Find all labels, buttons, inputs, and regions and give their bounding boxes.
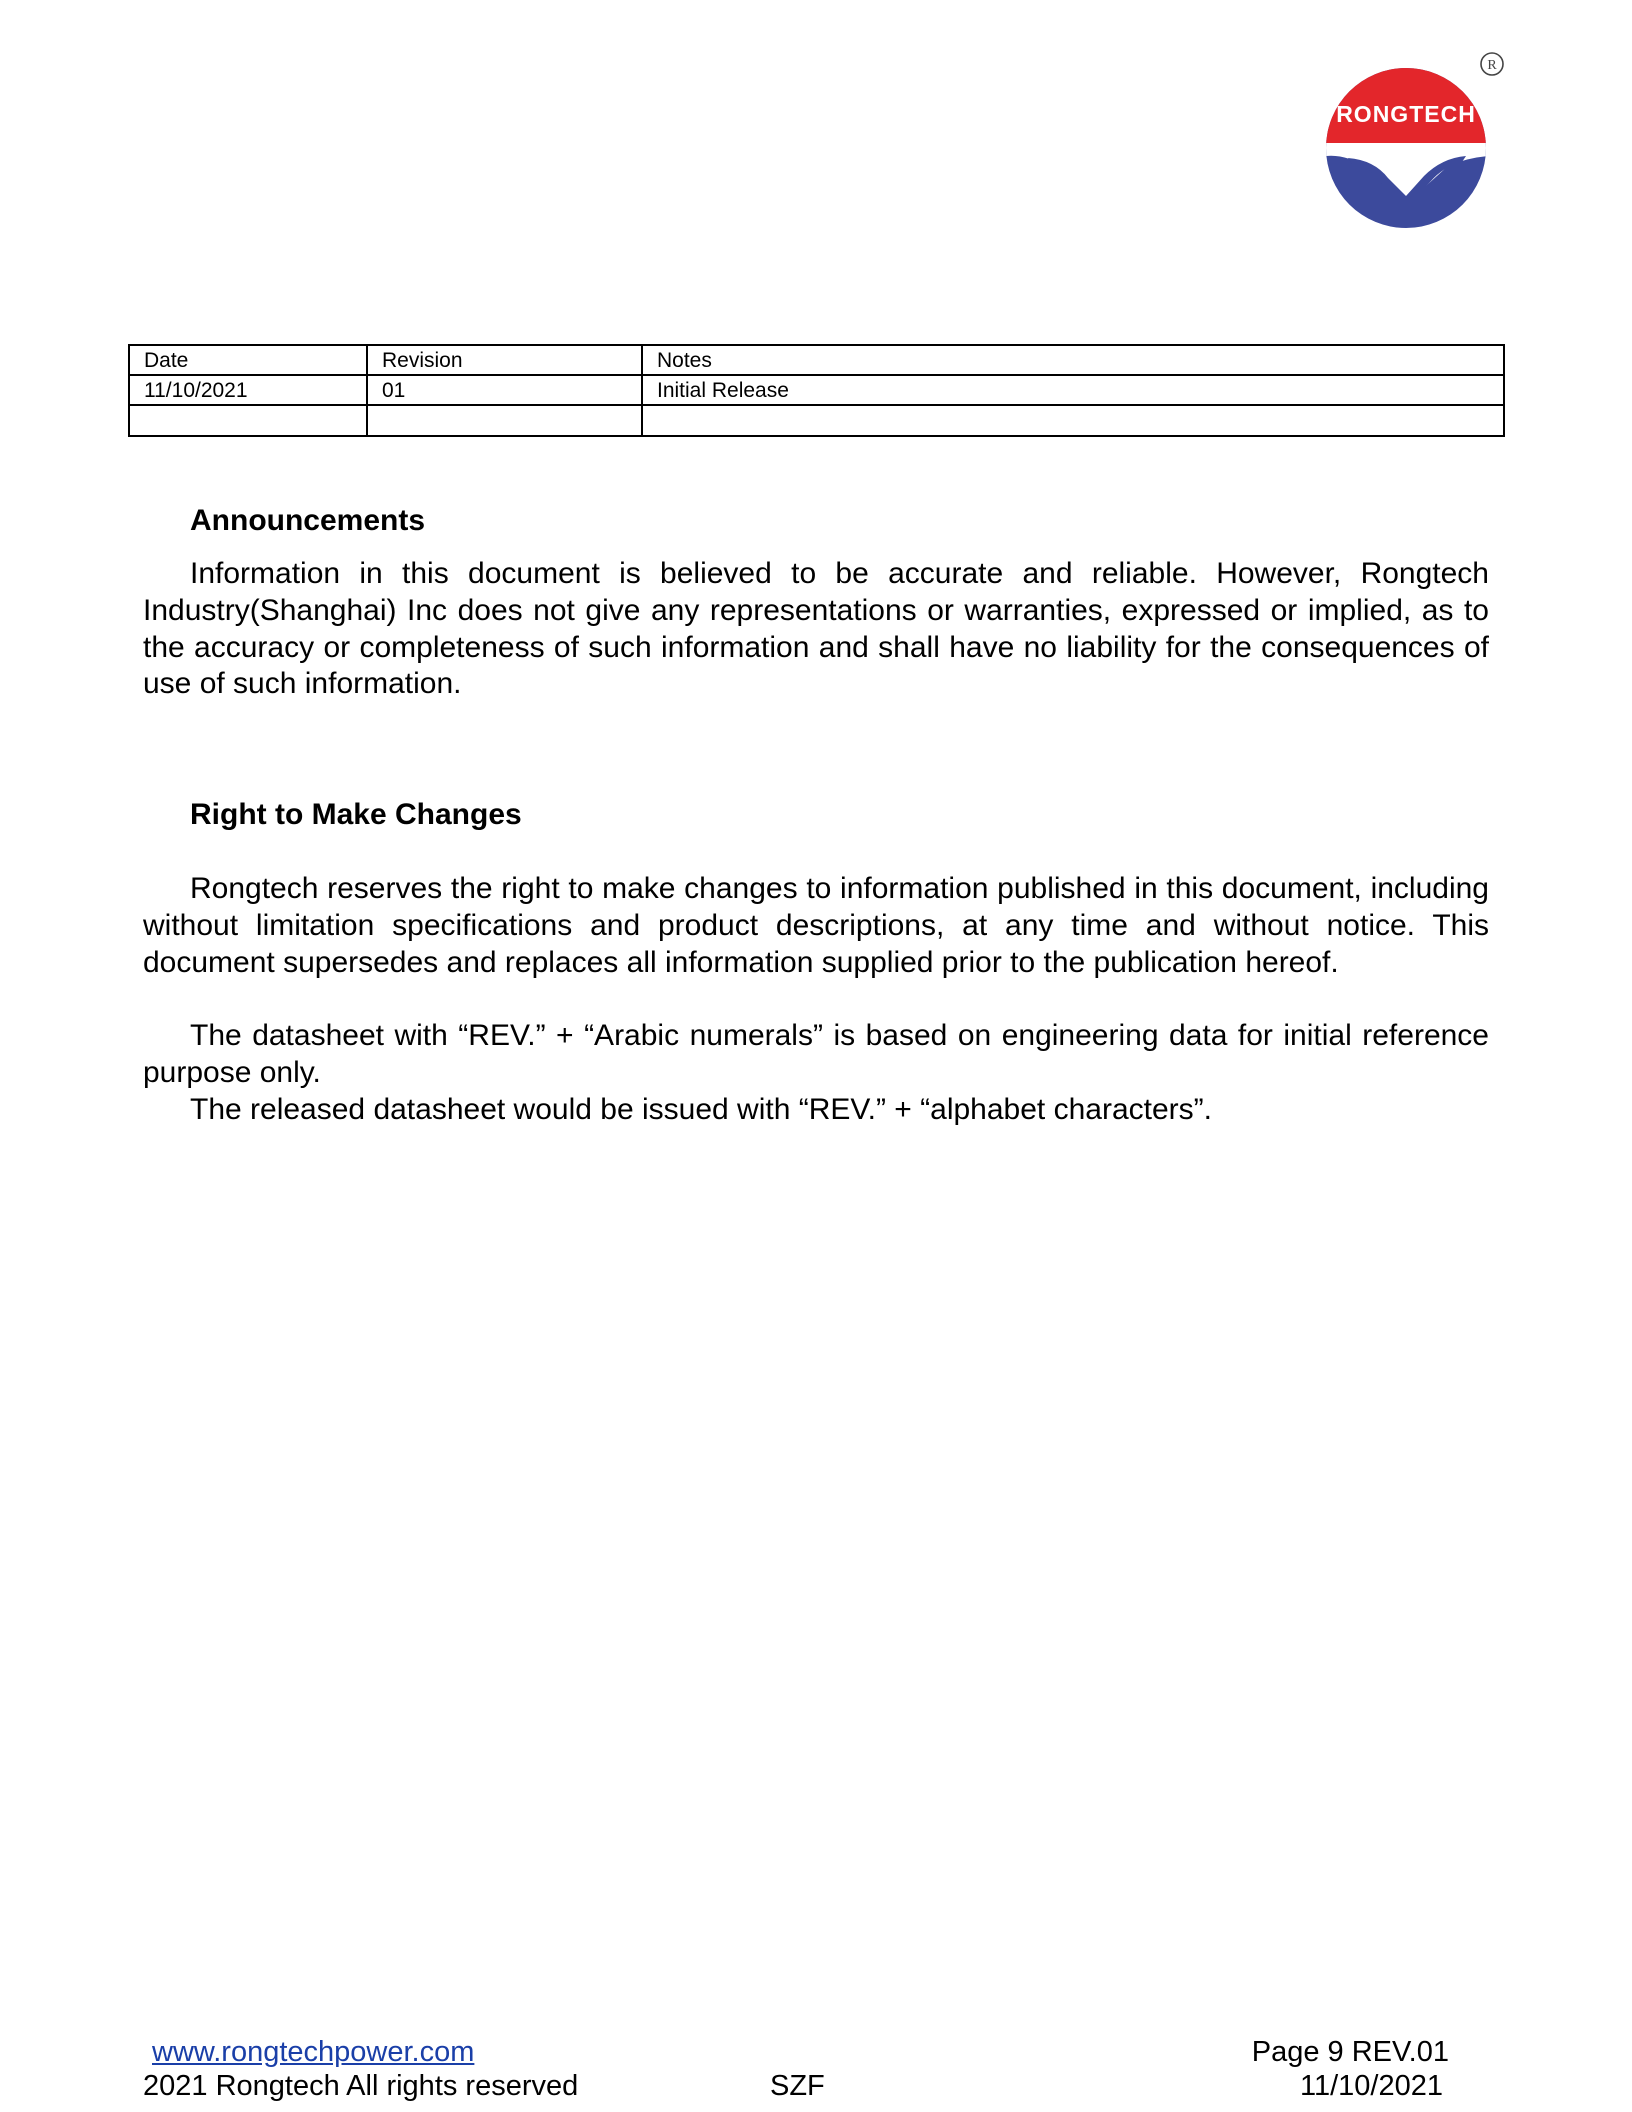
- footer-page-revision: Page 9 REV.01: [1251, 2036, 1449, 2068]
- cell-date: 11/10/2021: [129, 375, 367, 405]
- table-header-row: [129, 345, 1504, 375]
- footer-center-code: SZF: [770, 2070, 825, 2102]
- right-to-make-changes-heading: Right to Make Changes: [190, 798, 522, 831]
- cell-date: [129, 405, 367, 436]
- cell-revision: [367, 405, 642, 436]
- footer-website-link[interactable]: www.rongtechpower.com: [152, 2036, 475, 2068]
- footer-copyright: 2021 Rongtech All rights reserved: [143, 2070, 579, 2102]
- cell-notes: Initial Release: [642, 375, 1504, 405]
- header-notes: Notes: [642, 345, 1504, 375]
- header-date: Date: [129, 345, 367, 375]
- changes-paragraph-rev-numerals: The datasheet with “REV.” + “Arabic numerals” is based on engineering data for initial reference purpose only.: [143, 1019, 1489, 1089]
- revision-table: [128, 344, 1505, 437]
- footer-date: 11/10/2021: [1300, 2070, 1443, 2102]
- changes-paragraph: Rongtech reserves the right to make changes to information published in this document, including without limitation specifications and product descriptions, at any time and without notice. This document supersedes and replaces all information supplied prior to the publication hereof.: [143, 872, 1489, 979]
- rongtech-logo: [1326, 50, 1506, 230]
- table-row: [129, 405, 1504, 436]
- changes-paragraph-rev-alphabet: The released datasheet would be issued with “REV.” + “alphabet characters”.: [190, 1093, 1212, 1126]
- cell-notes: [642, 405, 1504, 436]
- table-row: [129, 375, 1504, 405]
- announcements-heading: Announcements: [190, 504, 426, 537]
- logo-text: RONGTECH: [1336, 101, 1476, 127]
- announcements-paragraph: Information in this document is believed to be accurate and reliable. However, Rongtech Industry(Shanghai) Inc does not give any representations or warranties, expressed or implied, as to the accuracy or completeness of such information and shall have no liability for the consequences of use of such information.: [143, 557, 1489, 701]
- header-revision: Revision: [367, 345, 642, 375]
- cell-revision: 01: [367, 375, 642, 405]
- svg-text:R: R: [1487, 58, 1497, 73]
